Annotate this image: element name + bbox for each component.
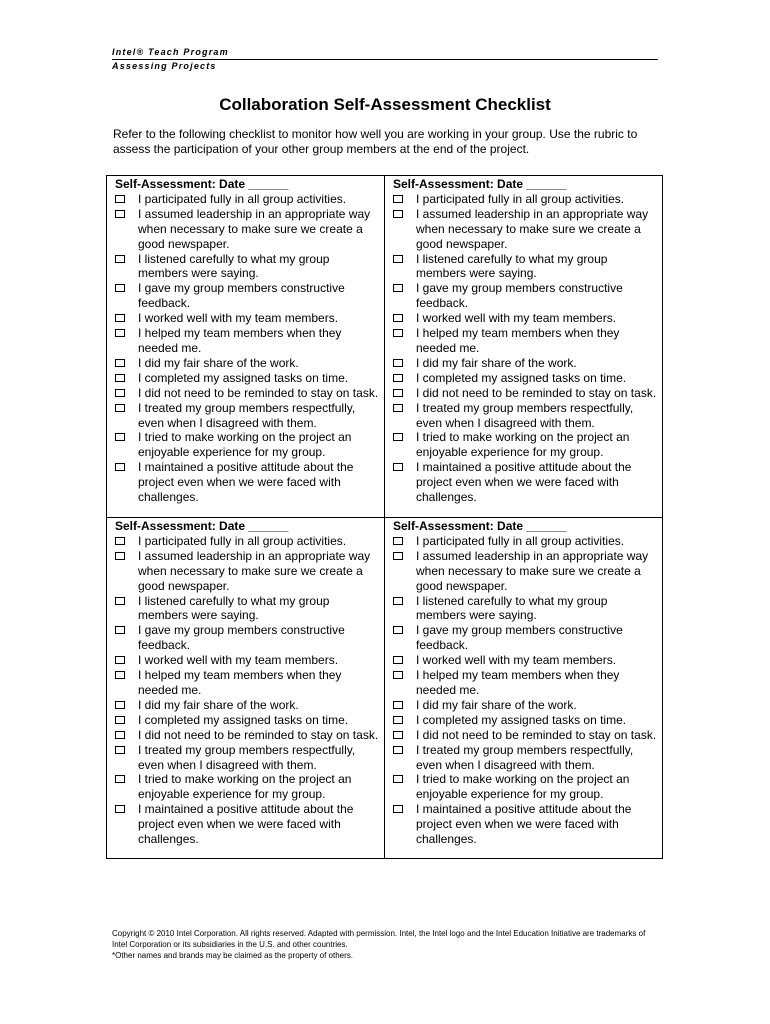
checklist-item <box>115 326 384 356</box>
checklist-item-text: I listened carefully to what my group members were saying. <box>138 593 330 623</box>
checklist-item <box>115 743 384 773</box>
checklist-item-text: I participated fully in all group activities. <box>138 191 347 206</box>
checklist-item <box>393 698 662 713</box>
checklist-item-text: I helped my team members when they needed me. <box>416 326 620 355</box>
checkbox[interactable] <box>393 731 403 739</box>
checkbox[interactable] <box>393 359 403 367</box>
checklist-item-text: I did not need to be reminded to stay on task. <box>138 385 379 400</box>
checklist-item-text: I assumed leadership in an appropriate way when necessary to make sure we create a good newspaper. <box>416 206 649 251</box>
checkbox[interactable] <box>393 805 403 813</box>
checklist-item <box>393 311 662 326</box>
checkbox[interactable] <box>115 284 125 292</box>
page-title: Collaboration Self-Assessment Checklist <box>219 95 551 114</box>
checklist-item <box>115 386 384 401</box>
checklist-item <box>393 356 662 371</box>
checklist-item <box>393 653 662 668</box>
date-heading: Self-Assessment: Date ______ <box>115 177 289 191</box>
checkbox[interactable] <box>393 671 403 679</box>
checkbox[interactable] <box>393 433 403 441</box>
checklist-item-text: I maintained a positive attitude about the project even when we were faced with challenges. <box>416 460 632 505</box>
checklist-item-text: I listened carefully to what my group members were saying. <box>138 251 330 281</box>
checkbox[interactable] <box>393 537 403 545</box>
checklist-item-text: I maintained a positive attitude about the project even when we were faced with challenges. <box>138 802 354 847</box>
checklist-item <box>115 772 384 802</box>
checklist-item-text: I participated fully in all group activities. <box>138 533 347 548</box>
document-header <box>112 46 658 72</box>
checkbox[interactable] <box>393 210 403 218</box>
checklist-item <box>115 430 384 460</box>
checklist-item <box>115 401 384 431</box>
checkbox[interactable] <box>115 805 125 813</box>
checkbox[interactable] <box>393 463 403 471</box>
checklist-item-text: I worked well with my team members. <box>138 653 339 668</box>
checklist-item-text: I gave my group members constructive feedback. <box>416 281 623 311</box>
checklist-item-text: I treated my group members respectfully, even when I disagreed with them. <box>138 742 356 772</box>
checkbox[interactable] <box>115 656 125 664</box>
checkbox[interactable] <box>393 284 403 292</box>
checklist-item <box>393 802 662 847</box>
checkbox[interactable] <box>115 314 125 322</box>
checklist-item-text: I completed my assigned tasks on time. <box>416 370 627 385</box>
program-name: Intel® Teach Program <box>112 47 229 57</box>
checkbox[interactable] <box>393 329 403 337</box>
checklist-item <box>393 460 662 505</box>
intro-paragraph: Refer to the following checklist to monitor how well you are working in your group. Use the rubric to assess the participation of your other group members at the end of the project. <box>113 127 638 156</box>
checklist-item-text: I gave my group members constructive feedback. <box>416 623 623 653</box>
copyright-footer <box>112 928 660 961</box>
checklist-item <box>393 386 662 401</box>
section-name: Assessing Projects <box>112 61 217 71</box>
checklist-cell <box>385 518 662 858</box>
checklist-item <box>115 192 384 207</box>
checklist-item-text: I completed my assigned tasks on time. <box>416 712 627 727</box>
checklist-item <box>393 326 662 356</box>
checklist-item <box>393 668 662 698</box>
checklist-item <box>115 371 384 386</box>
checklist-item <box>115 549 384 594</box>
checklist-item <box>393 281 662 311</box>
checkbox[interactable] <box>115 195 125 203</box>
checklist-item-text: I participated fully in all group activities. <box>416 191 625 206</box>
checkbox[interactable] <box>115 746 125 754</box>
checklist-item <box>393 713 662 728</box>
checkbox[interactable] <box>393 255 403 263</box>
checklist-item-text: I gave my group members constructive feedback. <box>138 281 345 311</box>
checklist-item <box>115 460 384 505</box>
checkbox[interactable] <box>393 314 403 322</box>
checklist-cell <box>385 176 662 518</box>
checklist-item <box>115 653 384 668</box>
checklist-item-text: I treated my group members respectfully, even when I disagreed with them. <box>416 400 634 430</box>
checklist-item <box>115 311 384 326</box>
checklist-item-text: I did my fair share of the work. <box>138 355 299 370</box>
checklist-item <box>393 252 662 282</box>
checklist-item <box>115 207 384 252</box>
checklist-item-text: I helped my team members when they needed me. <box>138 668 342 697</box>
copyright-text: Copyright © 2010 Intel Corporation. All rights reserved. Adapted with permission. Intel, the Intel logo and the Intel Education Initiative are trademarks of Intel Corporation or its subsidiaries in the U.S. and other countries. <box>112 929 646 949</box>
checklist-item-text: I tried to make working on the project an enjoyable experience for my group. <box>138 772 352 802</box>
checklist-item <box>393 594 662 624</box>
checklist-item <box>393 371 662 386</box>
checkbox[interactable] <box>115 671 125 679</box>
checklist-item <box>115 668 384 698</box>
checklist-grid <box>106 175 663 859</box>
checkbox[interactable] <box>393 701 403 709</box>
checkbox[interactable] <box>393 374 403 382</box>
checklist-item-text: I maintained a positive attitude about the project even when we were faced with challenges. <box>416 802 632 847</box>
checklist-item-text: I completed my assigned tasks on time. <box>138 712 349 727</box>
checkbox[interactable] <box>393 597 403 605</box>
checklist-item <box>393 192 662 207</box>
checkbox[interactable] <box>115 389 125 397</box>
checkbox[interactable] <box>115 210 125 218</box>
checkbox[interactable] <box>393 656 403 664</box>
checklist-item <box>393 534 662 549</box>
checklist-item <box>115 698 384 713</box>
checkbox[interactable] <box>115 597 125 605</box>
checklist-item <box>115 281 384 311</box>
checkbox[interactable] <box>115 463 125 471</box>
checklist-item-text: I completed my assigned tasks on time. <box>138 370 349 385</box>
checklist-item-text: I did not need to be reminded to stay on task. <box>138 727 379 742</box>
checklist-item-text: I assumed leadership in an appropriate way when necessary to make sure we create a good newspaper. <box>138 548 371 593</box>
checkbox[interactable] <box>115 255 125 263</box>
checklist-item-text: I participated fully in all group activities. <box>416 533 625 548</box>
checklist-item <box>393 549 662 594</box>
checkbox[interactable] <box>115 433 125 441</box>
checkbox[interactable] <box>393 552 403 560</box>
checklist-item <box>393 728 662 743</box>
checklist-item <box>115 623 384 653</box>
checkbox[interactable] <box>393 716 403 724</box>
checklist-item <box>115 713 384 728</box>
checklist-item <box>115 802 384 847</box>
checklist-item-text: I listened carefully to what my group members were saying. <box>416 593 608 623</box>
checkbox[interactable] <box>393 195 403 203</box>
checklist-item-text: I assumed leadership in an appropriate way when necessary to make sure we create a good newspaper. <box>416 548 649 593</box>
checklist-item-text: I treated my group members respectfully, even when I disagreed with them. <box>138 400 356 430</box>
checklist-item-text: I did my fair share of the work. <box>416 355 577 370</box>
checklist-item-text: I worked well with my team members. <box>416 653 617 668</box>
checkbox[interactable] <box>115 359 125 367</box>
checklist-item <box>115 594 384 624</box>
checklist-item <box>393 623 662 653</box>
checklist-item-text: I tried to make working on the project an enjoyable experience for my group. <box>138 430 352 460</box>
checklist-item-text: I treated my group members respectfully, even when I disagreed with them. <box>416 742 634 772</box>
checklist-item <box>115 534 384 549</box>
checkbox[interactable] <box>393 404 403 412</box>
checklist-cell <box>107 518 385 858</box>
checklist-item-text: I helped my team members when they needed me. <box>138 326 342 355</box>
checklist-item-text: I did my fair share of the work. <box>138 697 299 712</box>
checkbox[interactable] <box>115 374 125 382</box>
checklist-item-text: I worked well with my team members. <box>138 311 339 326</box>
checklist-item-text: I tried to make working on the project an enjoyable experience for my group. <box>416 772 630 802</box>
header-rule <box>112 59 658 60</box>
checkbox[interactable] <box>115 404 125 412</box>
checklist-item <box>115 356 384 371</box>
checklist-item <box>393 401 662 431</box>
checklist-item-text: I listened carefully to what my group members were saying. <box>416 251 608 281</box>
checklist-item <box>393 430 662 460</box>
checkbox[interactable] <box>115 552 125 560</box>
checklist-item-text: I tried to make working on the project an enjoyable experience for my group. <box>416 430 630 460</box>
checklist-item-text: I gave my group members constructive feedback. <box>138 623 345 653</box>
checkbox[interactable] <box>393 626 403 634</box>
date-heading: Self-Assessment: Date ______ <box>393 519 567 533</box>
checklist-item-text: I did not need to be reminded to stay on task. <box>416 385 657 400</box>
date-heading: Self-Assessment: Date ______ <box>115 519 289 533</box>
checkbox[interactable] <box>115 731 125 739</box>
trademark-note: *Other names and brands may be claimed as the property of others. <box>112 951 354 960</box>
checklist-cell <box>107 176 385 518</box>
checkbox[interactable] <box>393 746 403 754</box>
checkbox[interactable] <box>115 329 125 337</box>
checklist-item-text: I assumed leadership in an appropriate way when necessary to make sure we create a good newspaper. <box>138 206 371 251</box>
checkbox[interactable] <box>115 626 125 634</box>
checklist-item <box>393 772 662 802</box>
checklist-item <box>115 728 384 743</box>
checklist-item-text: I worked well with my team members. <box>416 311 617 326</box>
checklist-item <box>115 252 384 282</box>
checkbox[interactable] <box>115 716 125 724</box>
checkbox[interactable] <box>393 389 403 397</box>
checklist-item-text: I helped my team members when they needed me. <box>416 668 620 697</box>
checklist-item <box>393 207 662 252</box>
checkbox[interactable] <box>115 775 125 783</box>
checklist-item <box>393 743 662 773</box>
date-heading: Self-Assessment: Date ______ <box>393 177 567 191</box>
checklist-item-text: I did my fair share of the work. <box>416 697 577 712</box>
checklist-item-text: I maintained a positive attitude about the project even when we were faced with challenges. <box>138 460 354 505</box>
checkbox[interactable] <box>115 701 125 709</box>
checkbox[interactable] <box>393 775 403 783</box>
checklist-item-text: I did not need to be reminded to stay on task. <box>416 727 657 742</box>
checkbox[interactable] <box>115 537 125 545</box>
